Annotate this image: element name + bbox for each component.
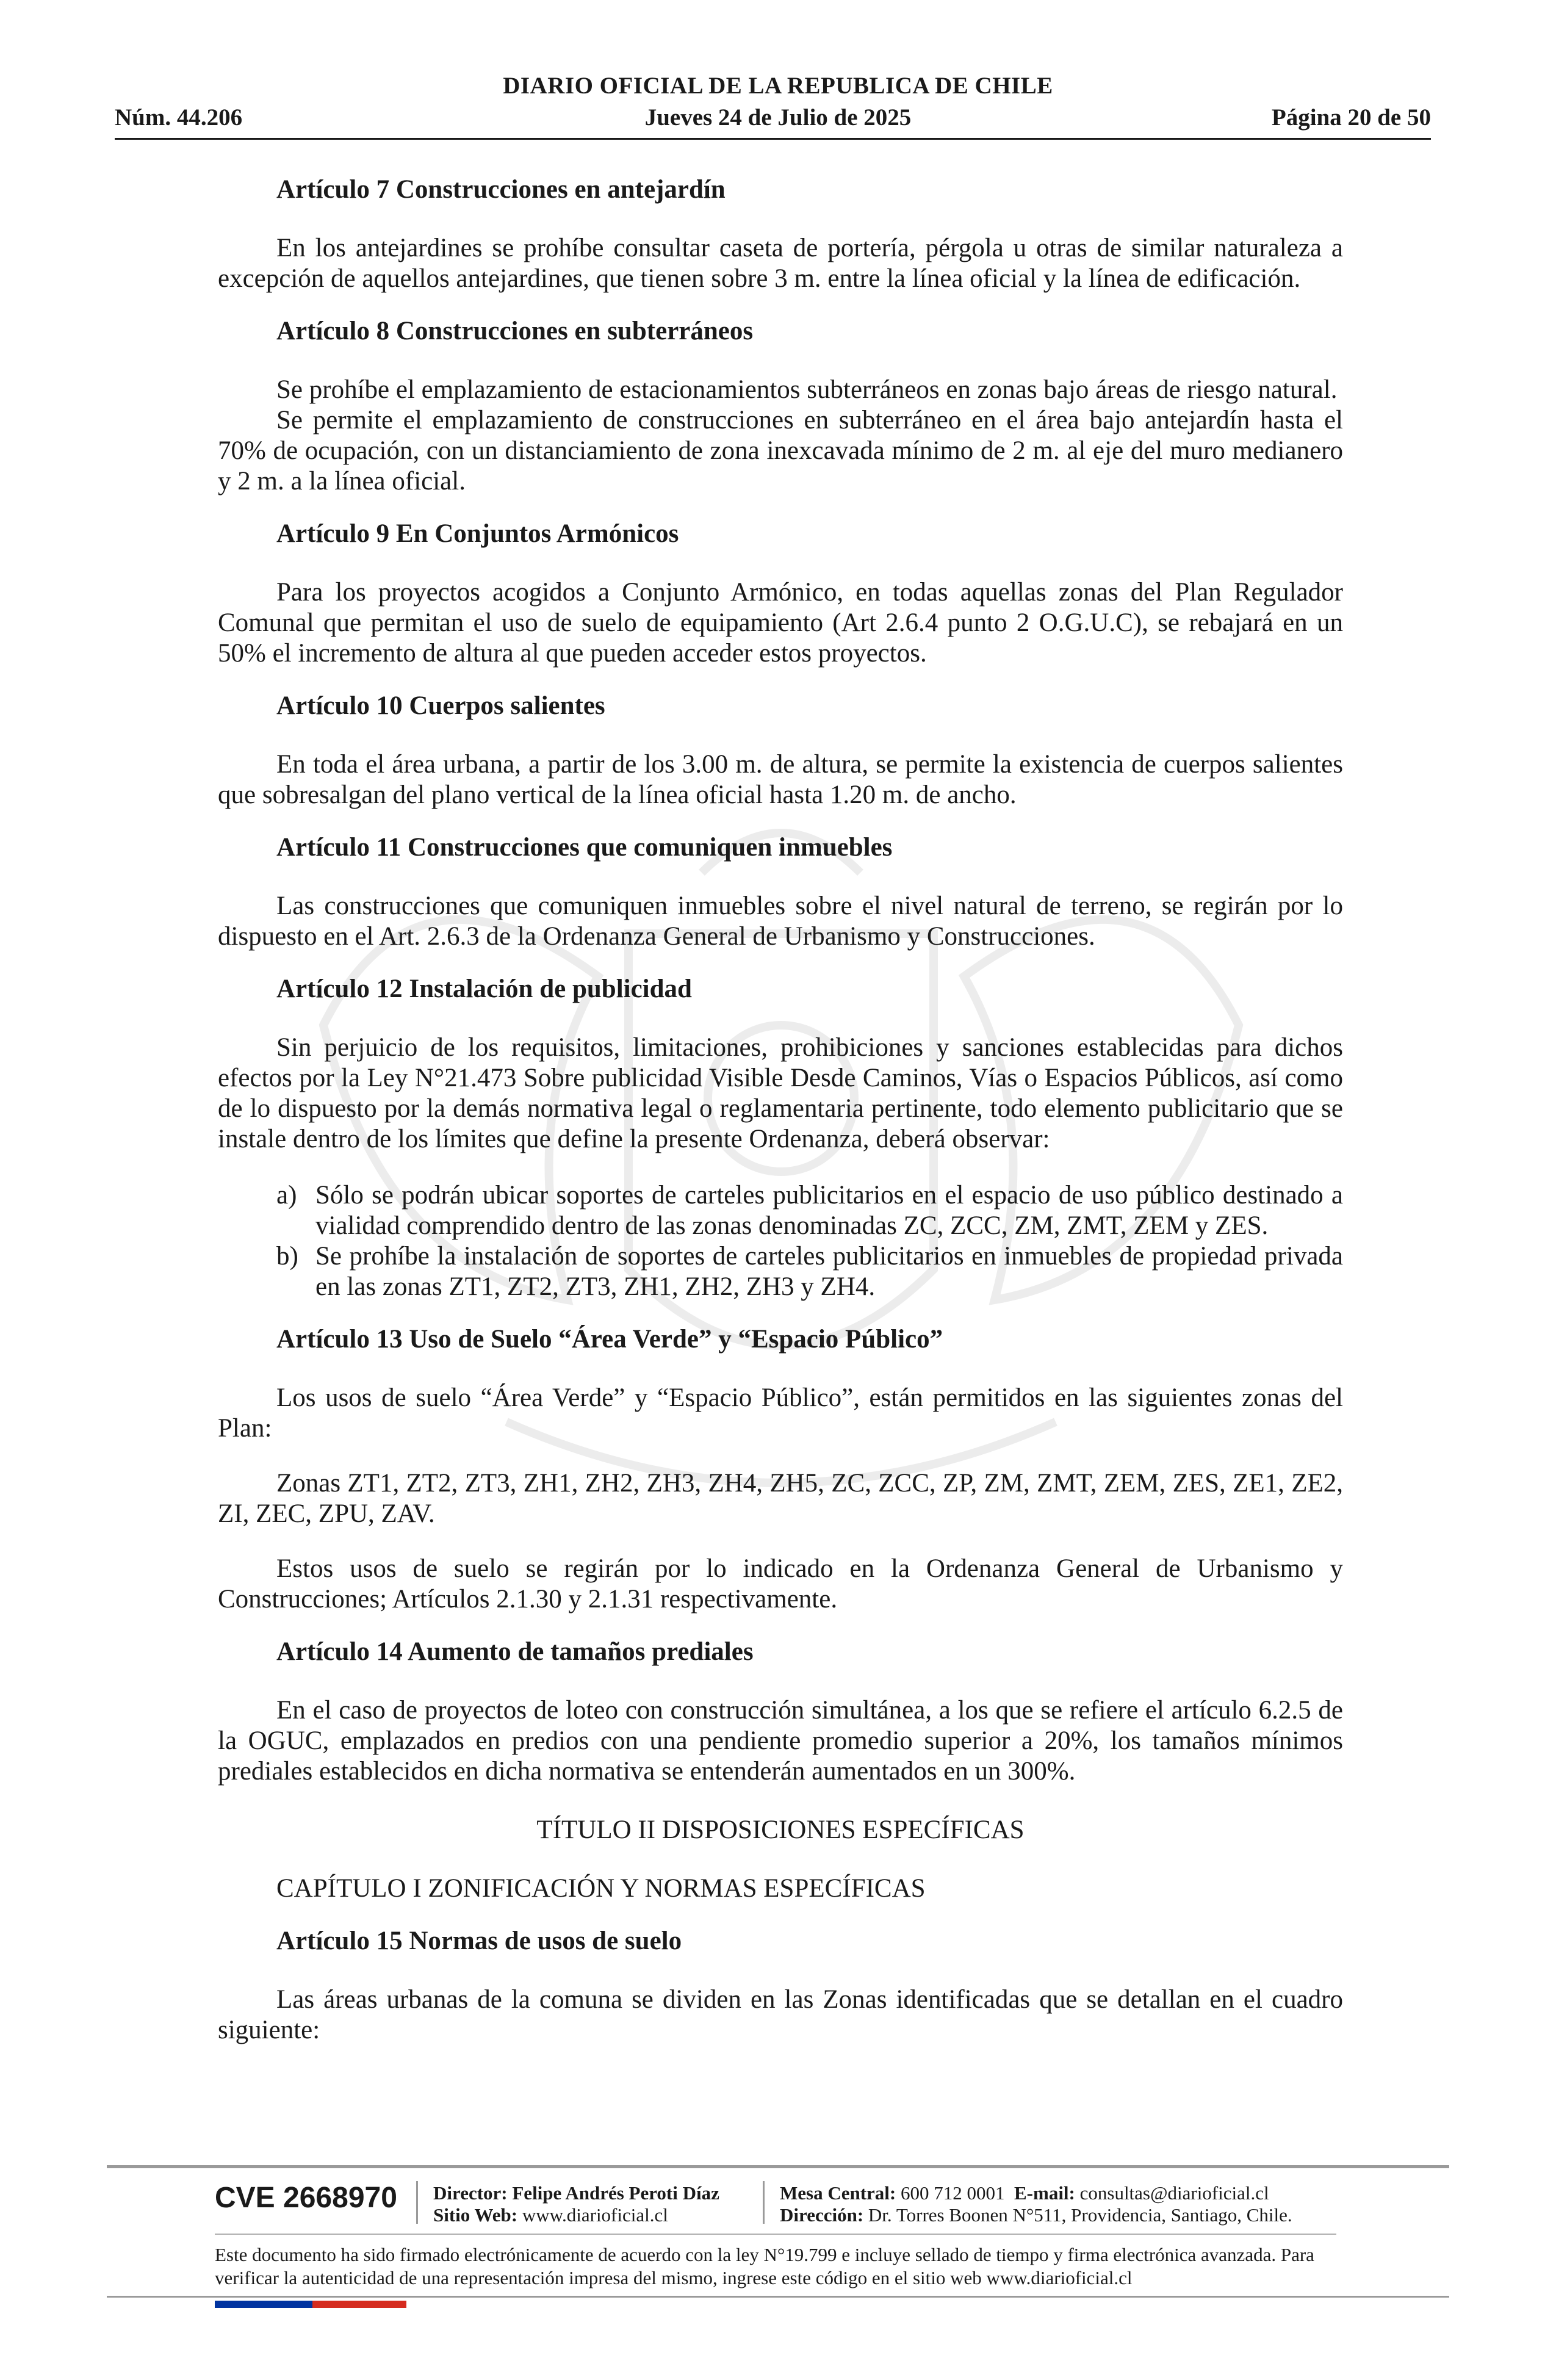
list-marker: b)	[276, 1242, 298, 1271]
article-13-paragraph-3: Estos usos de suelo se regirán por lo indicado en la Ordenanza General de Urbanismo y Construcciones; Artículos 2.1.30 y 2.1.31 respectivamente.	[218, 1554, 1343, 1614]
article-15-title: Artículo 15 Normas de usos de suelo	[276, 1927, 682, 1955]
article-10-paragraph: En toda el área urbana, a partir de los 3.00 m. de altura, se permite la existencia de cuerpos salientes que sobresalgan del plano vertical de la línea oficial hasta 1.20 m. de ancho.	[218, 750, 1343, 809]
footer-separator	[416, 2181, 418, 2224]
list-item-text: Se prohíbe la instalación de soportes de carteles publicitarios en inmuebles de propiedad privada en las zonas ZT1, ZT2, ZT3, ZH1, ZH2, ZH3 y ZH4.	[315, 1242, 1343, 1301]
document-body	[218, 170, 1343, 2046]
flag-stripe-blue	[215, 2301, 312, 2308]
cve-code: CVE 2668970	[215, 2182, 397, 2214]
footer-rule-middle	[215, 2234, 1336, 2235]
article-8-paragraph-2: Se permite el emplazamiento de construcciones en subterráneo en el área bajo antejardín hasta el 70% de ocupación, con un distanciamiento de zona inexcavada mínimo de 2 m. al eje del muro medianero y 2 m. a la línea oficial.	[218, 406, 1343, 496]
footer-rule-bottom	[107, 2296, 1449, 2298]
mesa-phone: 600 712 0001	[901, 2182, 1005, 2204]
article-13-title: Artículo 13 Uso de Suelo “Área Verde” y “Espacio Público”	[276, 1325, 943, 1354]
article-8-paragraph-1: Se prohíbe el emplazamiento de estacionamientos subterráneos en zonas bajo áreas de riesgo natural.	[276, 375, 1338, 404]
director-label: Director:	[433, 2182, 508, 2204]
list-item	[218, 1180, 1343, 1241]
email-link[interactable]: consultas@diarioficial.cl	[1079, 2182, 1269, 2204]
web-link[interactable]: www.diarioficial.cl	[522, 2204, 668, 2226]
article-15-paragraph: Las áreas urbanas de la comuna se dividen en las Zonas identificadas que se detallan en el cuadro siguiente:	[218, 1985, 1343, 2044]
mesa-label: Mesa Central:	[780, 2182, 896, 2204]
article-12-list	[218, 1180, 1343, 1302]
address-label: Dirección:	[780, 2204, 864, 2226]
article-7-title: Artículo 7 Construcciones en antejardín	[276, 175, 726, 204]
signature-note: Este documento ha sido firmado electrónicamente de acuerdo con la ley N°19.799 e incluye sellado de tiempo y firma electrónica avanzada. Para verificar la autenticidad de una representación impresa del mismo, ingrese este código en el sitio web www.diarioficial.cl	[215, 2244, 1314, 2288]
list-item-text: Sólo se podrán ubicar soportes de carteles publicitarios en el espacio de uso público destinado a vialidad comprendido dentro de las zonas denominadas ZC, ZCC, ZM, ZMT, ZEM y ZES.	[315, 1181, 1343, 1240]
header-rule	[115, 138, 1431, 140]
address-text: Dr. Torres Boonen N°511, Providencia, Santiago, Chile.	[868, 2204, 1292, 2226]
flag-stripe-red	[312, 2301, 406, 2308]
list-item	[218, 1241, 1343, 1302]
footer-contact-block	[780, 2182, 1292, 2226]
email-label: E-mail:	[1014, 2182, 1075, 2204]
titulo-heading: TÍTULO II DISPOSICIONES ESPECÍFICAS	[536, 1816, 1025, 1844]
footer-director-block	[433, 2182, 719, 2226]
page-number: Página 20 de 50	[1271, 104, 1431, 131]
article-9-title: Artículo 9 En Conjuntos Armónicos	[276, 519, 679, 548]
article-9-paragraph: Para los proyectos acogidos a Conjunto Armónico, en todas aquellas zonas del Plan Regulador Comunal que permitan el uso de suelo de equipamiento (Art 2.6.4 punto 2 O.G.U.C), se rebajará en un 50% el incremento de altura al que pueden acceder estos proyectos.	[218, 578, 1343, 668]
footer-rule-top	[107, 2165, 1449, 2168]
article-7-paragraph: En los antejardines se prohíbe consultar caseta de portería, pérgola u otras de similar naturaleza a excepción de aquellos antejardines, que tienen sobre 3 m. entre la línea oficial y la línea de edificación.	[218, 234, 1343, 293]
article-12-paragraph: Sin perjuicio de los requisitos, limitaciones, prohibiciones y sanciones establecidas para dichos efectos por la Ley N°21.473 Sobre publicidad Visible Desde Caminos, Vías o Espacios Públicos, así como de lo dispuesto por la demás normativa legal o reglamentaria pertinente, todo elemento publicitario que se instale dentro de los límites que define la presente Ordenanza, deberá observar:	[218, 1033, 1343, 1153]
capitulo-heading: CAPÍTULO I ZONIFICACIÓN Y NORMAS ESPECÍFICAS	[276, 1874, 926, 1903]
newspaper-title: DIARIO OFICIAL DE LA REPUBLICA DE CHILE	[503, 73, 1053, 99]
article-11-paragraph: Las construcciones que comuniquen inmuebles sobre el nivel natural de terreno, se regirán por lo dispuesto en el Art. 2.6.3 de la Ordenanza General de Urbanismo y Construcciones.	[218, 892, 1343, 951]
article-13-paragraph-1: Los usos de suelo “Área Verde” y “Espacio Público”, están permitidos en las siguientes zonas del Plan:	[218, 1383, 1343, 1443]
issue-date: Jueves 24 de Julio de 2025	[644, 104, 912, 131]
article-14-paragraph: En el caso de proyectos de loteo con construcción simultánea, a los que se refiere el artículo 6.2.5 de la OGUC, emplazados en predios con una pendiente promedio superior a 20%, los tamaños mínimos prediales establecidos en dicha normativa se entenderán aumentados en un 300%.	[218, 1696, 1343, 1786]
list-marker: a)	[276, 1181, 297, 1210]
article-14-title: Artículo 14 Aumento de tamaños prediales	[276, 1637, 754, 1666]
footer-separator	[763, 2181, 765, 2224]
article-13-paragraph-2: Zonas ZT1, ZT2, ZT3, ZH1, ZH2, ZH3, ZH4, ZH5, ZC, ZCC, ZP, ZM, ZMT, ZEM, ZES, ZE1, ZE2, ZI, ZEC, ZPU, ZAV.	[218, 1469, 1343, 1528]
director-name: Felipe Andrés Peroti Díaz	[512, 2182, 719, 2204]
issue-number: Núm. 44.206	[115, 104, 243, 131]
article-12-title: Artículo 12 Instalación de publicidad	[276, 975, 692, 1003]
article-11-title: Artículo 11 Construcciones que comuniquen inmuebles	[276, 833, 893, 862]
web-label: Sitio Web:	[433, 2204, 518, 2226]
article-8-title: Artículo 8 Construcciones en subterráneos	[276, 317, 754, 345]
article-10-title: Artículo 10 Cuerpos salientes	[276, 691, 605, 720]
